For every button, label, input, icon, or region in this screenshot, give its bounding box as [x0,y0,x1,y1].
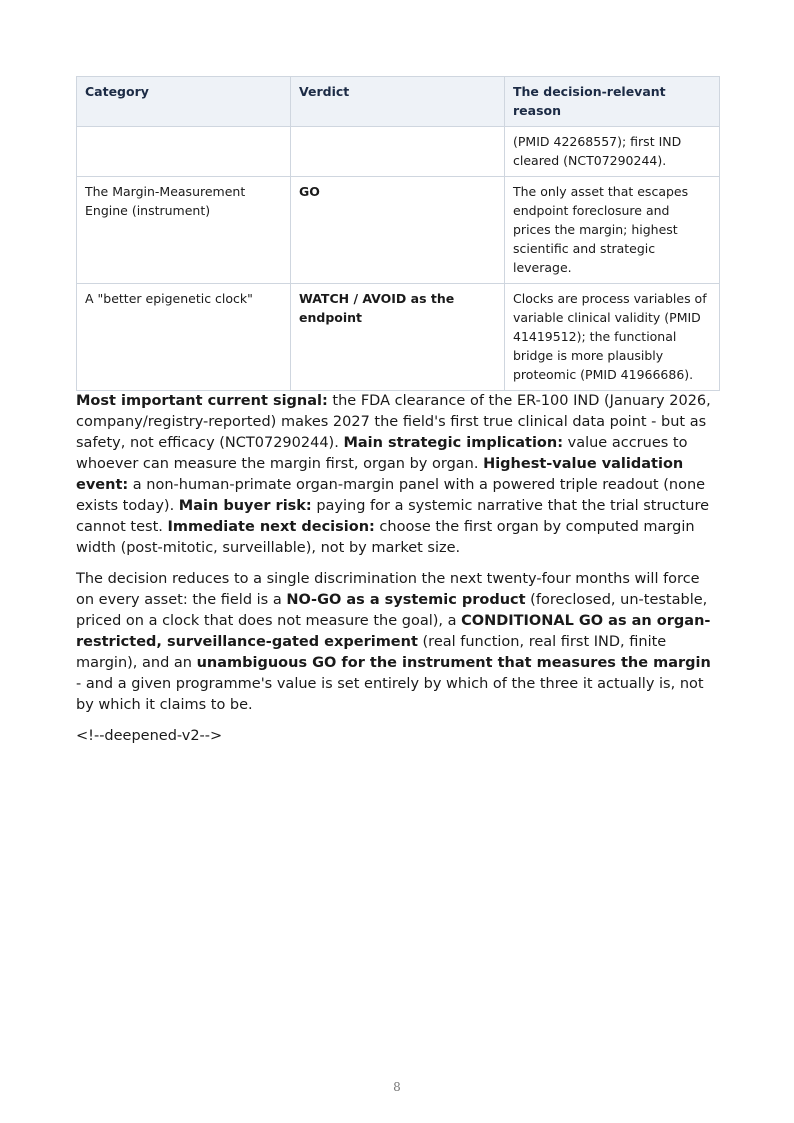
table-row [77,284,720,391]
conclusion-paragraph [76,569,719,716]
comment-marker: <!--deepened-v2--> [76,728,223,744]
decision-text: choose the first organ by computed margin width (post-mitotic, surveillable), not by market size. [76,519,695,556]
cell-verdict [291,127,505,177]
header-verdict: Verdict [291,77,505,127]
page-content [76,76,719,757]
cell-verdict: GO [291,177,505,284]
cell-category [77,127,291,177]
table-row [77,177,720,284]
header-reason: The decision-relevant reason [505,77,720,127]
conclusion-text-2: (foreclosed, un-testable, priced on a clock that does not measure the goal), a [76,592,708,629]
cell-category: The Margin-Measurement Engine (instrument) [77,177,291,284]
page-number: 8 [393,1080,401,1094]
summary-paragraph [76,391,719,559]
header-category: Category [77,77,291,127]
cell-reason: (PMID 42268557); first IND cleared (NCT07290244). [505,127,720,177]
decision-label: Immediate next decision: [167,519,375,535]
conclusion-bold-3: unambiguous GO for the instrument that measures the margin [196,655,711,671]
conclusion-text-4: - and a given programme's value is set entirely by which of the three it actually is, not by which it claims to be. [76,676,704,713]
conclusion-text-3: (real function, real first IND, finite margin), and an [76,634,667,671]
cell-reason: The only asset that escapes endpoint foreclosure and prices the margin; highest scientific and strategic leverage. [505,177,720,284]
conclusion-bold-2: CONDITIONAL GO as an organ-restricted, surveillance-gated experiment [76,613,711,650]
cell-reason: Clocks are process variables of variable clinical validity (PMID 41419512); the functional bridge is more plausibly proteomic (PMID 41966686). [505,284,720,391]
table-row [77,127,720,177]
verdict-table [76,76,720,391]
cell-category: A "better epigenetic clock" [77,284,291,391]
signal-label: Most important current signal: [76,393,328,409]
signal-text: the FDA clearance of the ER-100 IND (January 2026, company/registry-reported) makes 2027 the field's first true clinical data point - but as safety, not efficacy (NCT07290244). [76,393,711,451]
validation-text: a non-human-primate organ-margin panel with a powered triple readout (none exists today). [76,477,706,514]
cell-verdict: WATCH / AVOID as the endpoint [291,284,505,391]
validation-label: Highest-value validation event: [76,456,684,493]
risk-label: Main buyer risk: [178,498,312,514]
risk-text: paying for a systemic narrative that the trial structure cannot test. [76,498,710,535]
table-header-row [77,77,720,127]
implication-text: value accrues to whoever can measure the margin first, organ by organ. [76,435,688,472]
conclusion-text-1: The decision reduces to a single discrimination the next twenty-four months will force on every asset: the field is a [76,571,700,608]
implication-label: Main strategic implication: [343,435,564,451]
conclusion-bold-1: NO-GO as a systemic product [286,592,526,608]
